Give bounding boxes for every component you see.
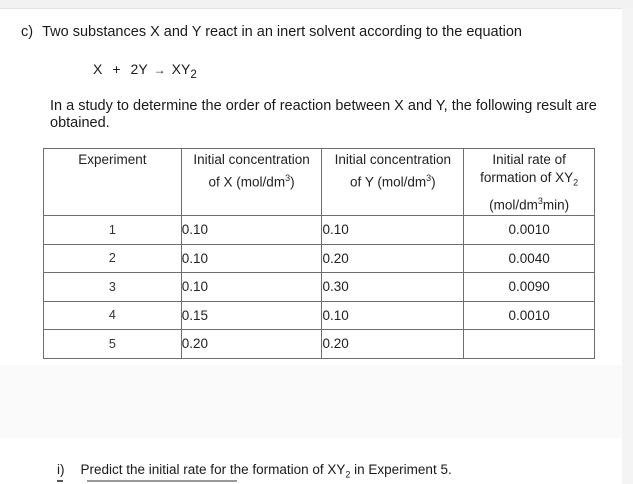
cell-rate: 0.0010 — [464, 301, 595, 330]
table-row — [44, 273, 595, 302]
clipped-text-fragment — [87, 480, 237, 482]
cell-rate: 0.0040 — [464, 244, 595, 273]
header-experiment: Experiment — [44, 149, 182, 216]
question-c — [21, 24, 522, 40]
reactant-y: 2Y — [130, 61, 148, 77]
cell-rate: 0.0010 — [464, 216, 595, 245]
cell-experiment: 3 — [44, 273, 182, 302]
table-row — [44, 244, 595, 273]
intro-paragraph: In a study to determine the order of reaction between X and Y, the following result are obtained. — [50, 98, 597, 131]
header-rate: Initial rate of formation of $XY_2$ $(mol/dm^3\min)$ — [464, 149, 595, 216]
plus-sign: + — [112, 61, 121, 77]
header-conc-y: Initial concentration of Y $(mol/dm^3)$ — [322, 149, 464, 216]
cell-experiment: 2 — [44, 244, 182, 273]
header-conc-x: Initial concentration of X $(mol/dm^3)$ — [181, 149, 322, 216]
question-text: Two substances X and Y react in an inert solvent according to the equation — [42, 24, 522, 40]
cell-conc-x: 0.15 — [181, 301, 322, 330]
cell-conc-y: 0.20 — [322, 330, 464, 359]
reaction-arrow-icon: → — [153, 63, 166, 77]
cell-rate: 0.0090 — [464, 273, 595, 302]
cell-experiment: 1 — [44, 216, 182, 245]
product-xy2: $XY_2$ — [171, 61, 197, 81]
table-row — [44, 301, 595, 330]
table-header-row — [44, 149, 595, 216]
cell-rate-empty — [464, 330, 595, 359]
part-i-text: Predict the initial rate for the formation of $XY_2$ in Experiment 5. — [80, 462, 452, 480]
cell-conc-y: 0.30 — [322, 273, 464, 302]
cell-conc-y: 0.10 — [322, 301, 464, 330]
top-edge-strip — [0, 0, 633, 9]
cell-conc-y: 0.20 — [322, 244, 464, 273]
cell-experiment: 4 — [44, 301, 182, 330]
cell-experiment: 5 — [44, 330, 182, 359]
cell-conc-y: 0.10 — [322, 216, 464, 245]
cell-conc-x: 0.10 — [181, 216, 322, 245]
cell-conc-x: 0.20 — [181, 330, 322, 359]
results-table — [43, 148, 595, 359]
cell-conc-x: 0.10 — [181, 244, 322, 273]
reactant-x: X — [93, 61, 103, 77]
blank-answer-area — [0, 365, 633, 438]
table-row — [44, 330, 595, 359]
table-row — [44, 216, 595, 245]
clipped-text-fragment — [57, 480, 63, 482]
chemical-equation — [93, 61, 197, 81]
part-i-question — [57, 462, 452, 480]
question-label: c) — [21, 24, 34, 40]
part-i-label: i) — [57, 462, 65, 477]
clipped-next-line — [57, 480, 357, 484]
right-margin-strip — [622, 8, 633, 484]
cell-conc-x: 0.10 — [181, 273, 322, 302]
